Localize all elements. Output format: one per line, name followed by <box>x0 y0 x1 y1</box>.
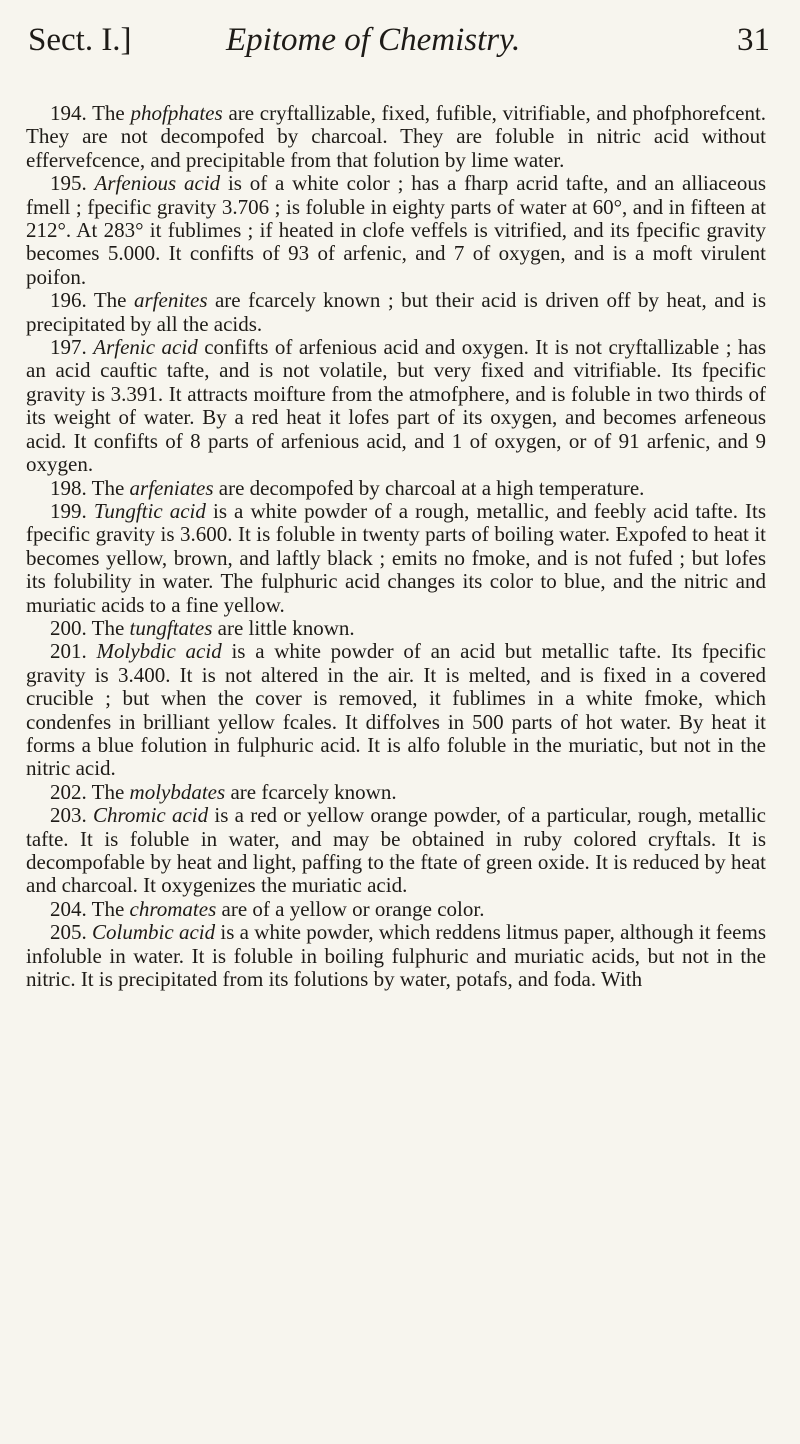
paragraph-term: molybdates <box>129 779 226 804</box>
paragraph-text: are little known. <box>217 615 355 640</box>
paragraph-term: phofphates <box>130 101 223 125</box>
paragraph-term: arfeniates <box>129 475 214 500</box>
paragraph-number: 197. <box>50 335 87 360</box>
paragraph-number: 199. <box>50 498 87 523</box>
paragraph-text: is a white powder of a rough, metallic, and feebly acid tafte. Its fpecific gravity is 3.600. It is foluble in twenty parts of boiling water. Expofed to heat it becomes yellow, brown, and laftly black ; emits no fmoke, and is not fufed ; but lofes its folubility in water. The fulphuric acid changes its color to blue, and the nitric and muriatic acids to a fine yellow. <box>26 498 767 617</box>
paragraph-text: is a white powder, which reddens litmus paper, although it feems infoluble in water. It is foluble in boiling fulphuric and muriatic acids, but not in the nitric. It is precipitated from its folutions by water, potafs, and foda. With <box>26 920 767 992</box>
paragraph-number: 196. <box>50 288 87 313</box>
section-label: Sect. I.] <box>28 22 132 58</box>
body-text <box>26 102 766 991</box>
paragraph-text: are fcarcely known. <box>230 779 397 804</box>
paragraph-195 <box>26 172 766 289</box>
paragraph-200 <box>26 617 766 640</box>
paragraph-text: is a red or yellow orange powder, of a particular, rough, metallic tafte. It is foluble in water, and may be obtained in ruby colored cryftals. It is decompofable by heat and light, paffing to the ftate of green oxide. It is reduced by heat and charcoal. It oxygenizes the muriatic acid. <box>26 803 766 898</box>
paragraph-number: 200. <box>50 615 87 640</box>
paragraph-204 <box>26 898 766 921</box>
paragraph-term: chromates <box>129 896 217 921</box>
paragraph-term: Arfenious acid <box>94 171 221 196</box>
paragraph-lead: The <box>93 288 127 313</box>
paragraph-term: tungftates <box>129 615 213 640</box>
paragraph-lead: The <box>91 475 125 500</box>
paragraph-text: are fcarcely known ; but their acid is driven off by heat, and is precipitated by all the acids. <box>26 288 767 336</box>
paragraph-text: are decompofed by charcoal at a high temperature. <box>218 475 645 500</box>
paragraph-text: is a white powder of an acid but metallic tafte. Its fpecific gravity is 3.400. It is not altered in the air. It is melted, and is fixed in a covered crucible ; but when the cover is removed, it fublimes in a white fmoke, which condenfes in brilliant yellow fcales. It diffolves in 500 parts of hot water. By heat it forms a blue folution in fulphuric acid. It is alfo foluble in the muriatic, but not in the nitric acid. <box>26 639 766 781</box>
book-title: Epitome of Chemistry. <box>226 22 521 58</box>
paragraph-number: 202. <box>50 779 87 804</box>
paragraph-number: 198. <box>50 475 87 500</box>
paragraph-202 <box>26 781 766 804</box>
paragraph-text: is of a white color ; has a fharp acrid tafte, and an alliaceous fmell ; fpecific gravity 3.706 ; is foluble in eighty parts of water at 60°, and in fifteen at 212°. At 283° it fublimes ; if heated in clofe veffels is vitrified, and its fpecific gravity becomes 5.000. It confifts of 93 of arfenic, and 7 of oxygen, and is a moft virulent poifon. <box>26 171 766 289</box>
paragraph-text: are cryftallizable, fixed, fufible, vitrifiable, and phofphorefcent. They are not decompofed by charcoal. They are foluble in nitric acid without effervefcence, and precipitable from that folution by lime water. <box>26 101 767 172</box>
paragraph-term: Chromic acid <box>93 803 209 828</box>
paragraph-term: Columbic acid <box>92 920 216 945</box>
paragraph-text: confifts of arfenious acid and oxygen. It is not cryftallizable ; has an acid cauftic tafte, and is not volatile, but very fixed and vitrifiable. Its fpecific gravity is 3.391. It attracts moifture from the atmofphere, and is foluble in two thirds of its weight of water. By a red heat it lofes part of its oxygen, and becomes arfeneous acid. It confifts of 8 parts of arfenious acid, and 1 of oxygen, or of 91 arfenic, and 9 oxygen. <box>26 335 767 477</box>
paragraph-number: 201. <box>50 639 87 664</box>
paragraph-number: 195. <box>50 171 87 196</box>
paragraph-194 <box>26 102 766 172</box>
paragraph-196 <box>26 289 766 336</box>
paragraph-number: 194. <box>50 101 87 125</box>
paragraph-199 <box>26 500 766 617</box>
paragraph-term: Arfenic acid <box>93 335 198 360</box>
paragraph-lead: The <box>91 615 125 640</box>
paragraph-number: 205. <box>50 920 87 945</box>
paragraph-number: 203. <box>50 803 87 828</box>
paragraph-lead: The <box>91 896 125 921</box>
paragraph-number: 204. <box>50 896 87 921</box>
paragraph-lead: The <box>91 779 125 804</box>
paragraph-198 <box>26 477 766 500</box>
paragraph-201 <box>26 640 766 780</box>
running-header <box>28 22 770 68</box>
paragraph-197 <box>26 336 766 476</box>
paragraph-term: Tungftic acid <box>93 498 206 523</box>
paragraph-lead: The <box>92 101 125 125</box>
paragraph-term: arfenites <box>134 288 208 313</box>
paragraph-term: Molybdic acid <box>96 639 222 664</box>
paragraph-text: are of a yellow or orange color. <box>221 896 485 921</box>
paragraph-203 <box>26 804 766 898</box>
page-number: 31 <box>737 22 770 58</box>
paragraph-205 <box>26 921 766 991</box>
